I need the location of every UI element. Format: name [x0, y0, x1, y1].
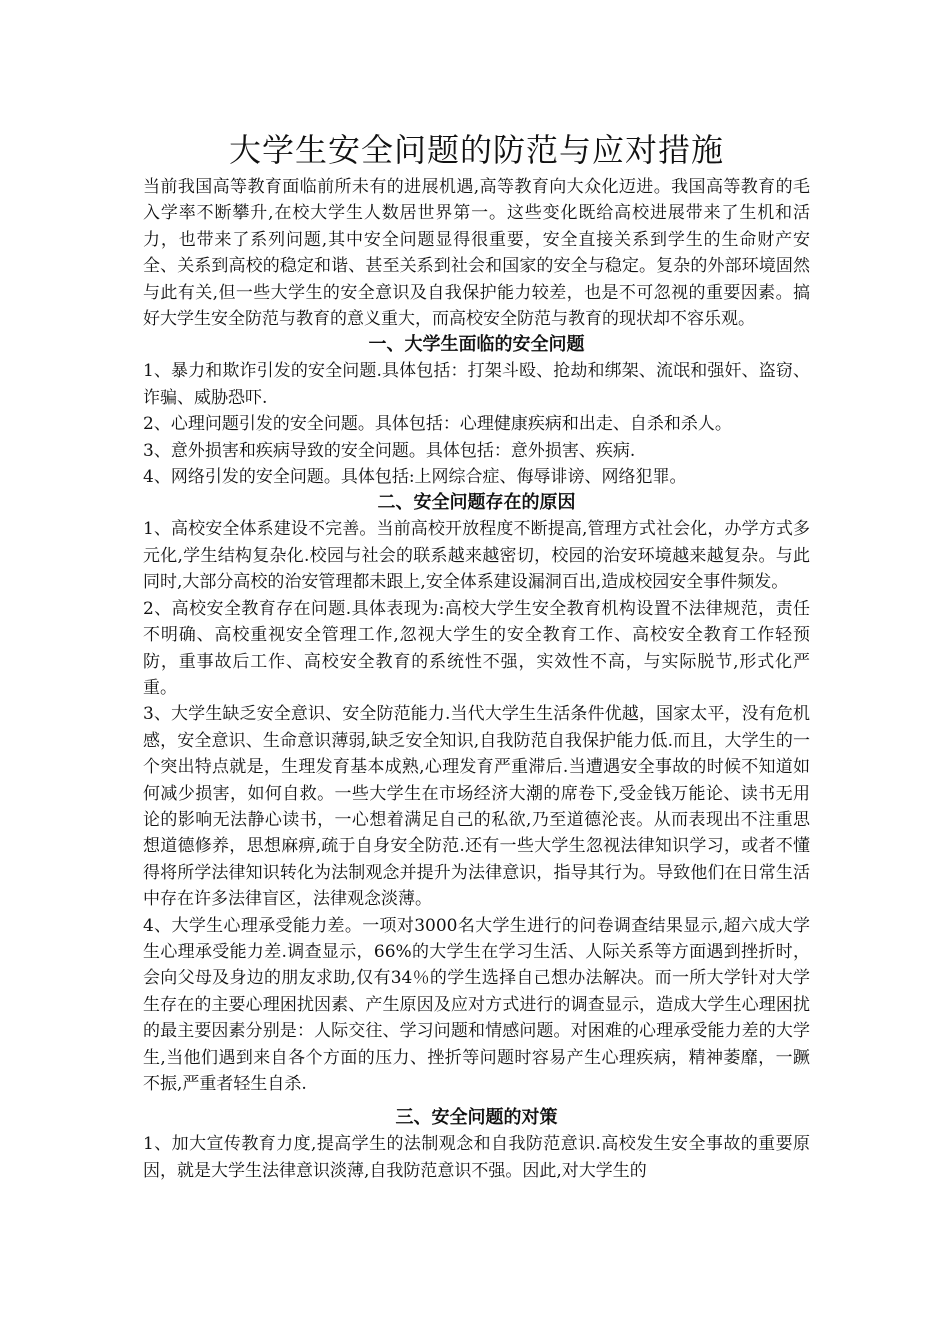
section-1-item-4: 4、网络引发的安全问题。具体包括:上网综合症、侮辱诽谤、网络犯罪。 — [143, 467, 687, 488]
section-heading-2: 二、安全问题存在的原因 — [377, 492, 576, 514]
section-heading-1: 一、大学生面临的安全问题 — [368, 334, 585, 356]
section-1-item-1: 1、暴力和欺诈引发的安全问题.具体包括：打架斗殴、抢劫和绑架、流氓和强奸、盗窃、诈骗、威胁恐吓. — [143, 361, 810, 408]
section-2-item-2: 2、高校安全教育存在问题.具体表现为:高校大学生安全教育机构设置不法律规范，责任不明确、高校重视安全管理工作,忽视大学生的安全教育工作、高校安全教育工作轻预防，重事故后工作、高校安全教育的系统性不强，实效性不高，与实际脱节,形式化严重。 — [143, 598, 810, 698]
section-2-item-4: 4、大学生心理承受能力差。一项对3000名大学生进行的问卷调查结果显示,超六成大学生心理承受能力差.调查显示，66%的大学生在学习生活、人际关系等方面遇到挫折时，会向父母及身边的朋友求助,仅有34％的学生选择自己想办法解决。而一所大学针对大学生存在的主要心理困扰因素、产生原因及应对方式进行的调查显示，造成大学生心理困扰的最主要因素分别是：人际交往、学习问题和情感问题。对困难的心理承受能力差的大学生,当他们遇到来自各个方面的压力、挫折等问题时容易产生心理疾病，精神萎靡，一蹶不振,严重者轻生自杀. — [143, 915, 810, 1094]
section-2-item-1: 1、高校安全体系建设不完善。当前高校开放程度不断提高,管理方式社会化，办学方式多元化,学生结构复杂化.校园与社会的联系越来越密切，校园的治安环境越来越复杂。与此同时,大部分高校的治安管理都未跟上,安全体系建设漏洞百出,造成校园安全事件频发。 — [143, 519, 810, 593]
section-1-item-2: 2、心理问题引发的安全问题。具体包括：心理健康疾病和出走、自杀和杀人。 — [143, 414, 732, 435]
document-page — [143, 128, 810, 1184]
section-1-item-3: 3、意外损害和疾病导致的安全问题。具体包括：意外损害、疾病. — [143, 440, 636, 461]
section-2-item-3: 3、大学生缺乏安全意识、安全防范能力.当代大学生生活条件优越，国家太平，没有危机感，安全意识、生命意识薄弱,缺乏安全知识,自我防范自我保护能力低.而且，大学生的一个突出特点就是，生理发育基本成熟,心理发育严重滞后.当遭遇安全事故的时候不知道如何减少损害，如何自救。一些大学生在市场经济大潮的席卷下,受金钱万能论、读书无用论的影响无法静心读书，一心想着满足自己的私欲,乃至道德沦丧。从而表现出不注重思想道德修养，思想麻痹,疏于自身安全防范.还有一些大学生忽视法律知识学习，或者不懂得将所学法律知识转化为法制观念并提升为法律意识，指导其行为。导致他们在日常生活中存在许多法律盲区，法律观念淡薄。 — [143, 704, 810, 910]
section-3-item-1: 1、加大宣传教育力度,提高学生的法制观念和自我防范意识.高校发生安全事故的重要原因，就是大学生法律意识淡薄,自我防范意识不强。因此,对大学生的 — [143, 1134, 810, 1181]
document-title: 大学生安全问题的防范与应对措施 — [228, 131, 724, 169]
intro-paragraph: 当前我国高等教育面临前所未有的进展机遇,高等教育向大众化迈进。我国高等教育的毛入学率不断攀升,在校大学生人数居世界第一。这些变化既给高校进展带来了生机和活力，也带来了系列问题,其中安全问题显得很重要，安全直接关系到学生的生命财产安全、关系到高校的稳定和谐、甚至关系到社会和国家的安全与稳定。复杂的外部环境固然与此有关,但一些大学生的安全意识及自我保护能力较差，也是不可忽视的重要因素。搞好大学生安全防范与教育的意义重大，而高校安全防范与教育的现状却不容乐观。 — [143, 177, 810, 330]
section-heading-3: 三、安全问题的对策 — [395, 1107, 558, 1129]
